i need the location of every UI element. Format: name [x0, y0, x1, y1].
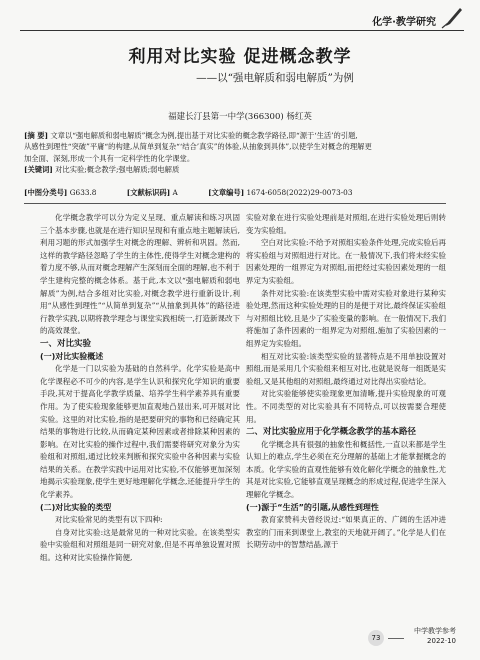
header-rule — [20, 30, 464, 31]
abstract-line: 从感性到理性“突破”平庸“的构建,从简单到复杂“‘结合’真实”的体验,从抽象到具体”,以使学生对概念的理解更 — [24, 142, 372, 152]
body-paragraph: 对比实验常见的类型有以下四种: — [55, 515, 163, 525]
journal-issue: 2022·10 — [427, 637, 456, 645]
doc-code: A — [172, 188, 178, 197]
body-paragraph: 条件对比实验:在该类型实验中需对实验对象进行某种实验处理,然而这种实验处理的目的是便于对比,最终保证实验组与对照组比较,且是少了实验变量的影响。在一般情况下,我们将施加了条件因素的一组界定为对照组,施加了实验因素的一组界定为实验组。 — [246, 288, 446, 348]
page-number: 73 — [368, 630, 384, 646]
body-paragraph: 自身对比实验:这是最常见的一种对比实验。在该类型实验中实验组和对照组是同一研究对象,但是不再单独设置对照组。这种对比实验操作简便, — [40, 527, 240, 563]
body-paragraph: 空白对比实验:不给予对照组实验条件处理,完成实验后再将实验组与对照组进行对比。在一般情况下,我们将未经实验因素处理的一组界定为对照组,而把经过实验因素处理的一组界定为实验组。 — [246, 238, 446, 285]
clc-number: G633.8 — [69, 188, 97, 197]
body-paragraph: 相互对比实验:该类型实验的显著特点是不用单独设置对照组,而是采用几个实验组来相互对比,也就是说每一组既是实验组,又是其他组的对照组,最终通过对比得出实验结论。 — [246, 351, 446, 386]
keywords-label: [关键词] — [24, 164, 53, 174]
subsection-heading: (一)源于“生活”的引题,从感性到理性 — [246, 502, 379, 512]
body-paragraph: 对比实验能够使实验现象更加清晰,提升实验现象的可观性。不同类型的对比实验具有不同特点,可以按需要合理使用。 — [246, 389, 446, 424]
article-title: 利用对比实验 促进概念教学 — [128, 47, 352, 67]
page-footer — [300, 626, 460, 652]
pen-nib-icon — [440, 6, 464, 30]
abstract-label: [摘 要] — [24, 131, 49, 140]
keywords: 对比实验;概念教学;强电解质;弱电解质 — [55, 164, 180, 174]
body-paragraph: 化学概念具有很强的抽象性和概括性,一直以来都是学生认知上的难点,学生必须在充分理解的基础上才能掌握概念的本质。化学实验的直观性能够有效化解化学概念的抽象性,尤其是对比实验,它能够直观呈现概念的形成过程,促进学生深入理解化学概念。 — [246, 439, 446, 500]
article-meta: [中图分类号] G633.8 [文献标识码] A [文章编号] 1674-6058(2022)29-0073-03 — [24, 188, 353, 197]
subsection-heading: (二)对比实验的类型 — [40, 502, 112, 512]
body-paragraph: 化学概念教学可以分为定义呈现、重点解读和练习巩固三个基本步骤,也就是在进行知识呈现和有重点地主题解读后,利用习题的形式加强学生对概念的理解、辨析和巩固。然而,这样的教学路径忽略了学生的主体性,使得学生对概念建构的着力度不够,从而对概念理解产生深刻而全面的理解,也不利于学生建构完整的概念体系。基于此,本文以“强电解质和弱电解质”为例,结合多组对比实验,对概念教学进行重新设计,利用“从感性到理性”“从简单到复杂”“从抽象到具体”的路径进行教学实践,以期将教学理念与课堂实践相统一,打造新课改下的高效课堂。 — [40, 213, 240, 336]
body-paragraph: 实验对象在进行实验处理前是对照组,在进行实验处理后则转变为实验组。 — [246, 213, 446, 235]
abstract-line: [摘 要] 文章以“强电解质和弱电解质”概念为例,提出基于对比实验的概念教学路径,即“源于‘生活’的引题, — [24, 131, 358, 140]
body-rule — [24, 203, 446, 204]
journal-name: 中学教学参考 — [414, 627, 456, 635]
author-affiliation: 福建长汀县第一中学(366300) 杨红英 — [168, 112, 312, 122]
section-heading: 二、对比实验应用于化学概念教学的基本路径 — [246, 427, 417, 438]
footer-rule — [388, 638, 404, 639]
section-heading: 一、对比实验 — [40, 338, 92, 349]
article-subtitle: ——以“强电解质和弱电解质”为例 — [196, 72, 354, 84]
right-column — [246, 212, 446, 552]
section-header: 化学·教学研究 — [372, 17, 436, 28]
keywords-line — [24, 164, 440, 175]
article-id: 1674-6058(2022)29-0073-03 — [246, 188, 353, 197]
left-column — [40, 212, 240, 565]
abstract-line: 加全面、深刻,形成一个具有一定科学性的化学课堂。 — [24, 153, 195, 163]
body-paragraph: 教育家赞科夫曾经说过:“如果真正的、广阔的生活冲进教室的门而来到课堂上,教室的天地就开阔了。”化学是人们在长期劳动中的智慧结晶,源于 — [246, 515, 446, 550]
abstract-block — [24, 130, 440, 175]
subsection-heading: (一)对比实验概述 — [40, 351, 104, 361]
body-paragraph: 化学是一门以实验为基础的自然科学。化学实验是高中化学课程必不可少的内容,是学生认识和探究化学知识的重要手段,其对于提高化学教学质量、培养学生科学素养具有重要作用。为了使实验现象能够更加直观地凸显出来,可开展对比实验。这里的对比实验,指的是把要研究的事物和已经确定其结果的事物进行比较,从而确定某种因素或者排除某种因素的影响。在对比实验的操作过程中,我们需要将研究对象分为实验组和对照组,通过比较来判断和探究实验中各种因素与实验结果的关系。在教学实践中运用对比实验,不仅能够更加深刻地揭示实验现象,使学生更好地理解化学概念,还能提升学生的化学素养。 — [40, 364, 240, 500]
journal-info — [414, 626, 456, 646]
